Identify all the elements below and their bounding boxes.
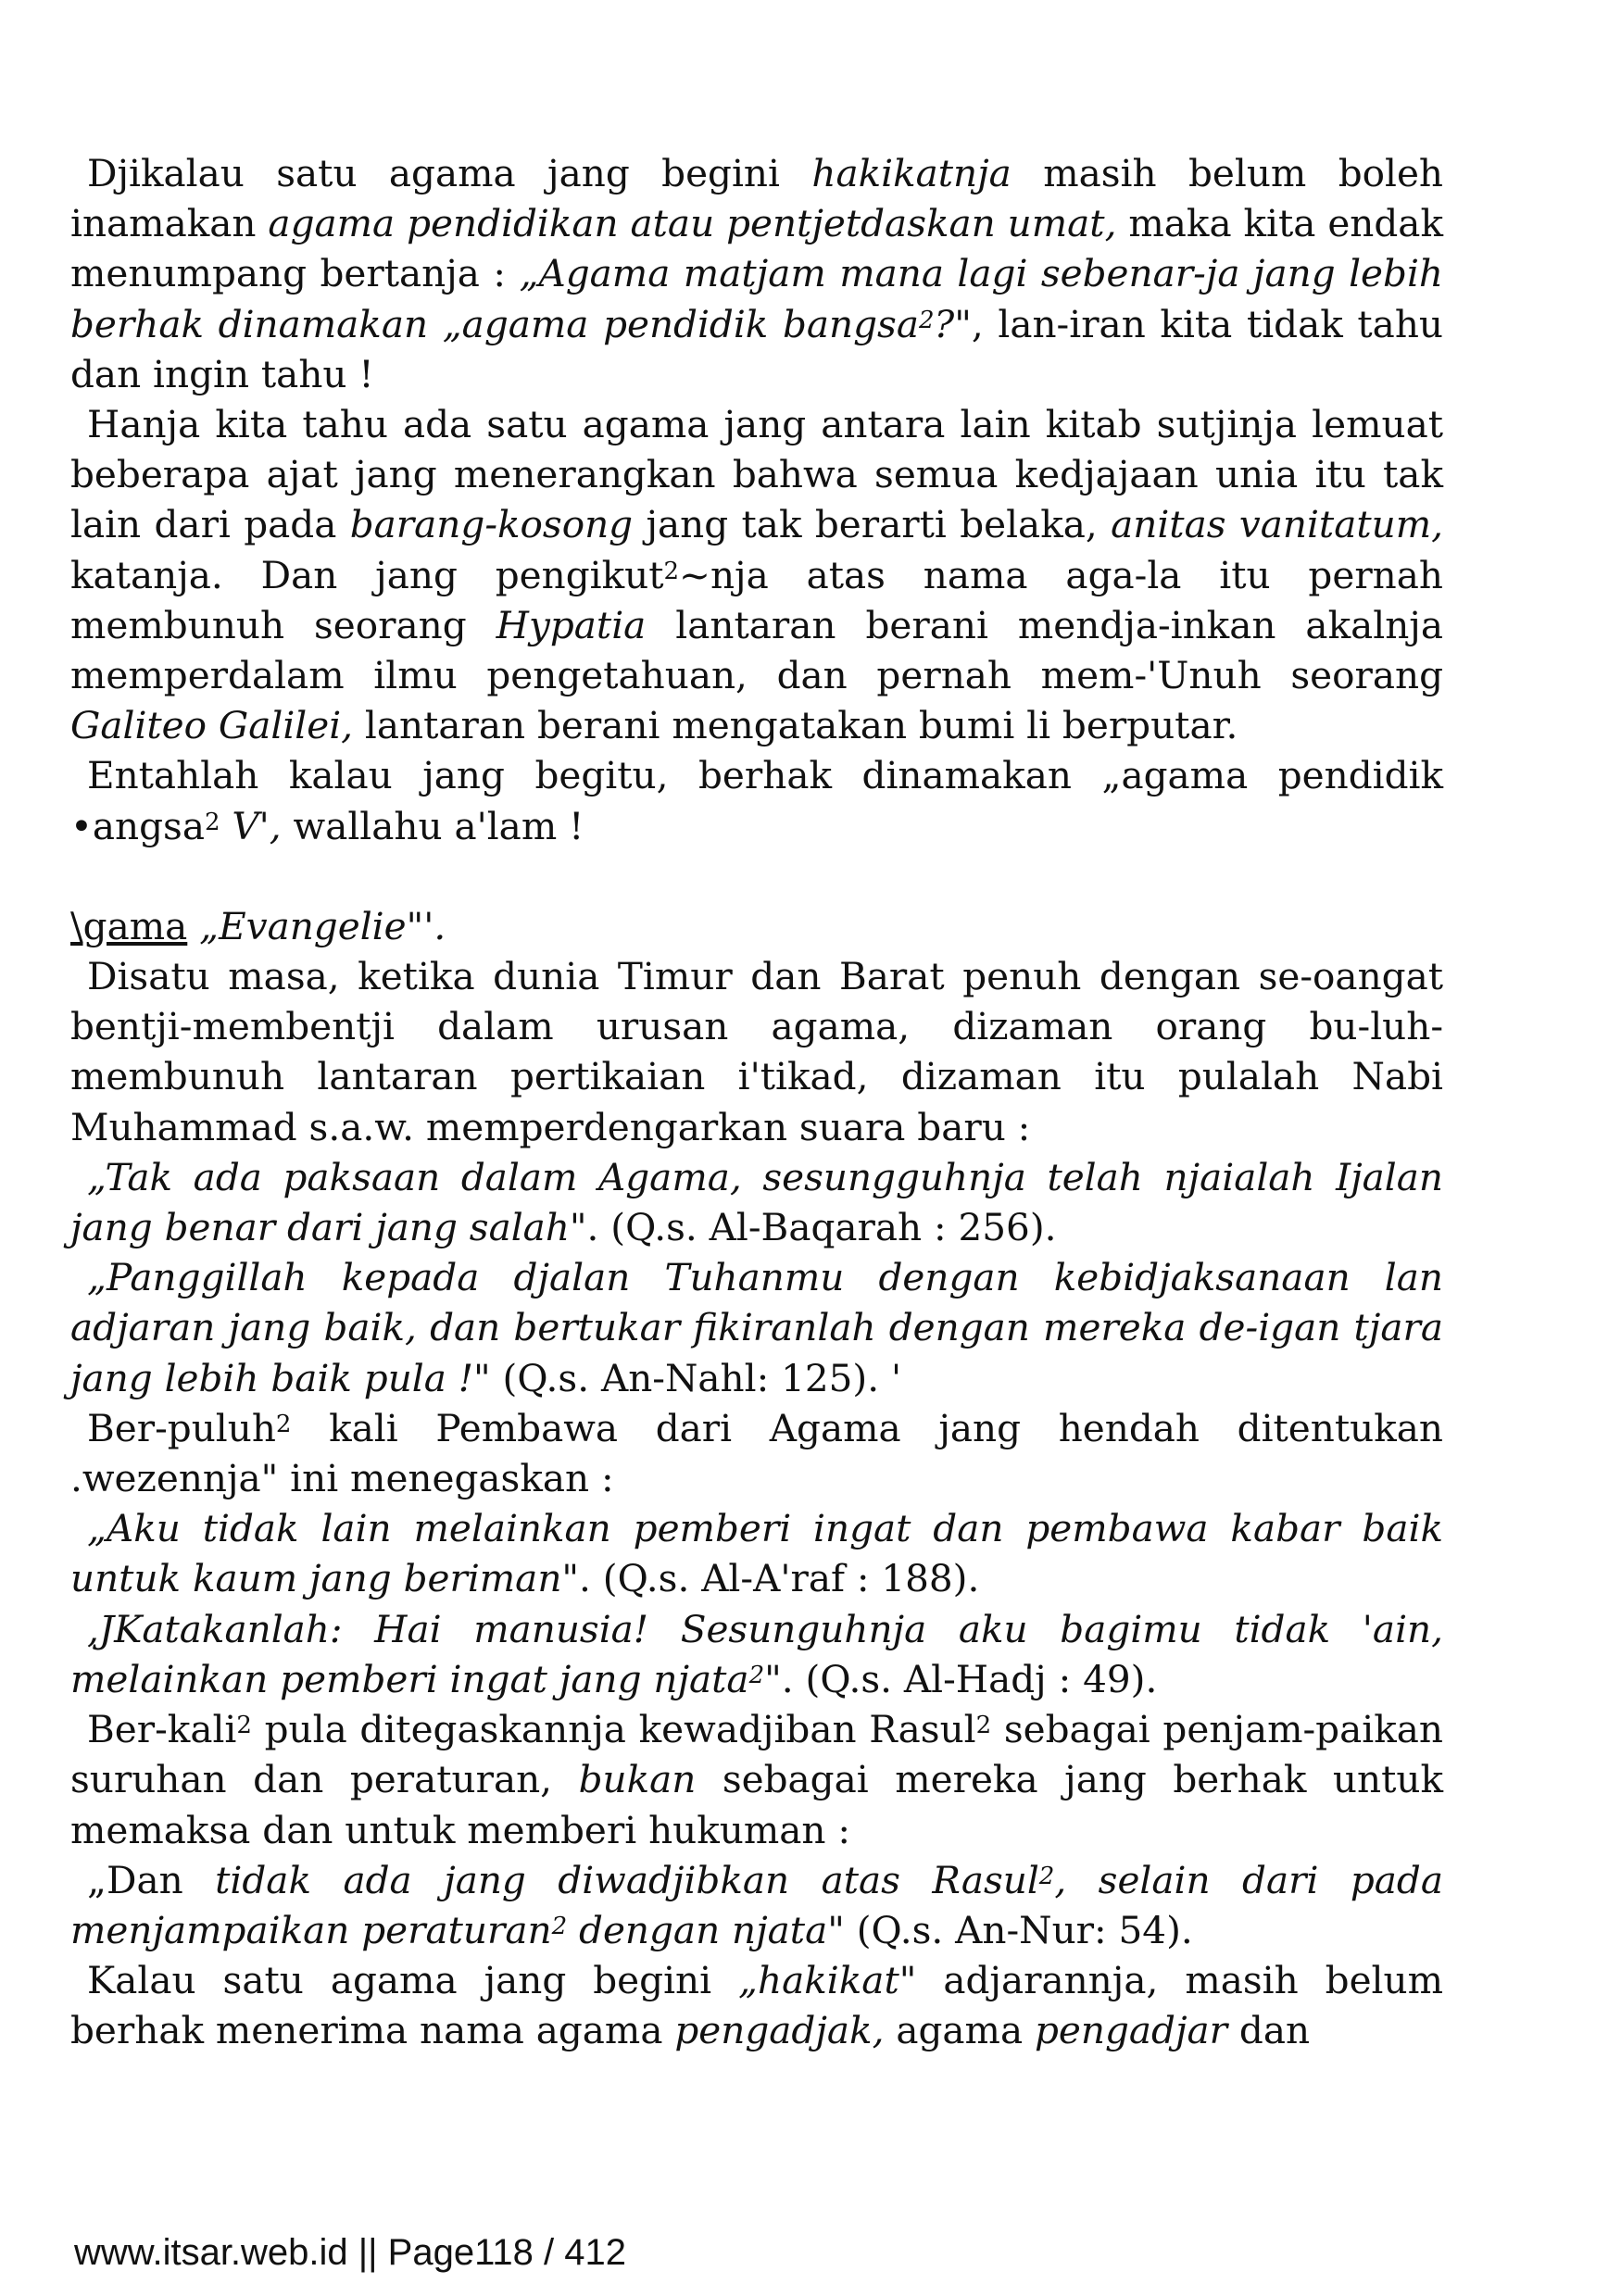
italic-text: agama pendidikan atau pentjetdaskan umat, [268, 201, 1117, 246]
italic-text: tidak ada jang diwadjibkan atas Rasul [215, 1857, 1039, 1902]
paragraph-s2 [70, 1152, 1443, 1252]
page-footer: www.itsar.web.id || Page118 / 412 [74, 2232, 626, 2273]
paragraph-s7 [70, 1704, 1443, 1855]
text-run: „Dan [87, 1857, 216, 1902]
text-run: Entahlah kalau jang begitu, berhak dinamakan „agama pendidik •angsa [70, 753, 1443, 848]
paragraph-s1 [70, 951, 1443, 1152]
italic-text: dengan njata [567, 1907, 828, 1952]
section-text [70, 951, 1443, 2055]
italic-text: Galiteo Galilei, [70, 703, 354, 748]
text-run: " adjarannja, masih belum berhak menerima nama agama [70, 1958, 1444, 2053]
text-run [220, 804, 232, 848]
document-page [70, 148, 1443, 2056]
text-run: kali Pembawa dari Agama jang hendah ditentukan .wezennja" ini menegaskan : [70, 1405, 1443, 1501]
text-run: Disatu masa, ketika dunia Timur dan Barat penuh dengan se-oangat bentji-membentji dalam urusan agama, dizaman orang bu-luh-membunuh lantaran pertikaian i'tikad, dizaman itu pulalah Nabi Muhammad s.a.w. memperdengarkan suara baru : [70, 954, 1443, 1149]
italic-text: barang-kosong [349, 502, 634, 547]
paragraph-s9 [70, 1955, 1443, 2055]
italic-text: , selain dari pada menjampaikan peraturan [70, 1857, 1444, 1952]
italic-text: Hypatia [496, 602, 647, 647]
text-run: Ber-kali [87, 1707, 237, 1752]
italic-text: pengadjar [1034, 2008, 1228, 2053]
superscript-2: 2 [236, 1712, 252, 1740]
text-run: dan [1227, 2008, 1311, 2053]
text-run: agama [884, 2008, 1035, 2053]
italic-text: „Panggillah kepada djalan Tuhanmu dengan kebidjaksanaan lan adjaran jang baik, dan bertukar fikiranlah dengan mereka de-igan tjara jang lebih baik pula ! [70, 1255, 1443, 1400]
superscript-2: 2 [748, 1661, 765, 1689]
text-run: ~nja atas nama aga-la itu pernah membunuh seorang [70, 552, 1443, 647]
superscript-2: 2 [918, 306, 935, 334]
text-run: katanja. Dan jang pengikut [70, 552, 664, 597]
text-run: Hanja kita tahu ada satu agama jang antara lain kitab sutjinja lemuat beberapa ajat jang menerangkan bahwa semua kedjajaan unia itu tak lain dari pada [70, 402, 1443, 547]
superscript-2: 2 [551, 1912, 568, 1940]
text-run: " (Q.s. An-Nahl: 125). ' [473, 1355, 902, 1400]
section-heading [70, 901, 1443, 951]
italic-text: ,JKatakanlah: Hai manusia! Sesunguhnja aku bagimu tidak 'ain, melainkan pemberi ingat jang njata [70, 1606, 1443, 1701]
text-run: wallahu a'lam ! [281, 803, 584, 848]
section-heading-rest: „Evangelie"'. [187, 903, 446, 948]
superscript-2: 2 [1038, 1862, 1055, 1890]
text-run: Djikalau satu agama jang begini [87, 151, 812, 195]
text-run: pula ditegaskannja kewadjiban Rasul [251, 1707, 976, 1752]
section-gap [70, 851, 1443, 901]
text-run: sebagai penjam-paikan suruhan dan peraturan, [70, 1707, 1443, 1802]
italic-text: V', [232, 803, 282, 848]
text-run: ", lan-iran kita tidak tahu dan ingin tahu ! [70, 301, 1443, 396]
superscript-2: 2 [204, 808, 220, 836]
paragraph-p2 [70, 399, 1443, 750]
italic-text: hakikatnja [811, 151, 1012, 195]
italic-text: „Agama matjam mana lagi sebenar-ja jang lebih berhak dinamakan „agama pendidik bangsa [70, 251, 1443, 346]
italic-text: anitas vanitatum, [1111, 502, 1443, 547]
text-run: ". (Q.s. Al-Hadj : 49). [764, 1656, 1158, 1701]
text-run: sebagai mereka jang berhak untuk memaksa dan untuk memberi hukuman : [70, 1757, 1443, 1852]
text-run: lantaran berani mengatakan bumi li berputar. [353, 703, 1238, 748]
section-heading-underlined: \gama [70, 903, 188, 948]
text-run: " (Q.s. An-Nur: 54). [827, 1907, 1193, 1952]
text-run: jang tak berarti belaka, [633, 502, 1112, 547]
italic-text: bukan [578, 1757, 697, 1802]
superscript-2: 2 [275, 1410, 292, 1438]
paragraph-s3 [70, 1252, 1443, 1403]
paragraph-s6 [70, 1604, 1443, 1704]
paragraph-p1 [70, 148, 1443, 399]
text-run: maka kita endak menumpang bertanja : [70, 201, 1443, 296]
italic-text: „hakikat [738, 1958, 899, 2003]
italic-text: „Aku tidak lain melainkan pemberi ingat dan pembawa kabar baik untuk kaum jang beriman [70, 1506, 1443, 1601]
intro-text [70, 148, 1443, 851]
text-run: ". (Q.s. Al-A'raf : 188). [561, 1556, 980, 1601]
text-run: lantaran berani mendja-inkan akalnja memperdalam ilmu pengetahuan, dan pernah mem-'Unuh seorang [70, 602, 1444, 698]
italic-text: „Tak ada paksaan dalam Agama, sesungguhnja telah njaialah Ijalan jang benar dari jang salah [70, 1154, 1443, 1250]
italic-text: ? [934, 301, 955, 346]
text-run: ". (Q.s. Al-Baqarah : 256). [569, 1205, 1057, 1250]
superscript-2: 2 [975, 1712, 992, 1740]
paragraph-s8 [70, 1855, 1443, 1955]
paragraph-p3 [70, 750, 1443, 850]
superscript-2: 2 [663, 557, 680, 585]
paragraph-s4 [70, 1403, 1443, 1503]
text-run: masih belum boleh inamakan [70, 151, 1444, 246]
italic-text: pengadjak, [674, 2008, 885, 2053]
text-run: Kalau satu agama jang begini [87, 1958, 739, 2003]
paragraph-s5 [70, 1503, 1443, 1603]
text-run: Ber-puluh [87, 1405, 276, 1450]
